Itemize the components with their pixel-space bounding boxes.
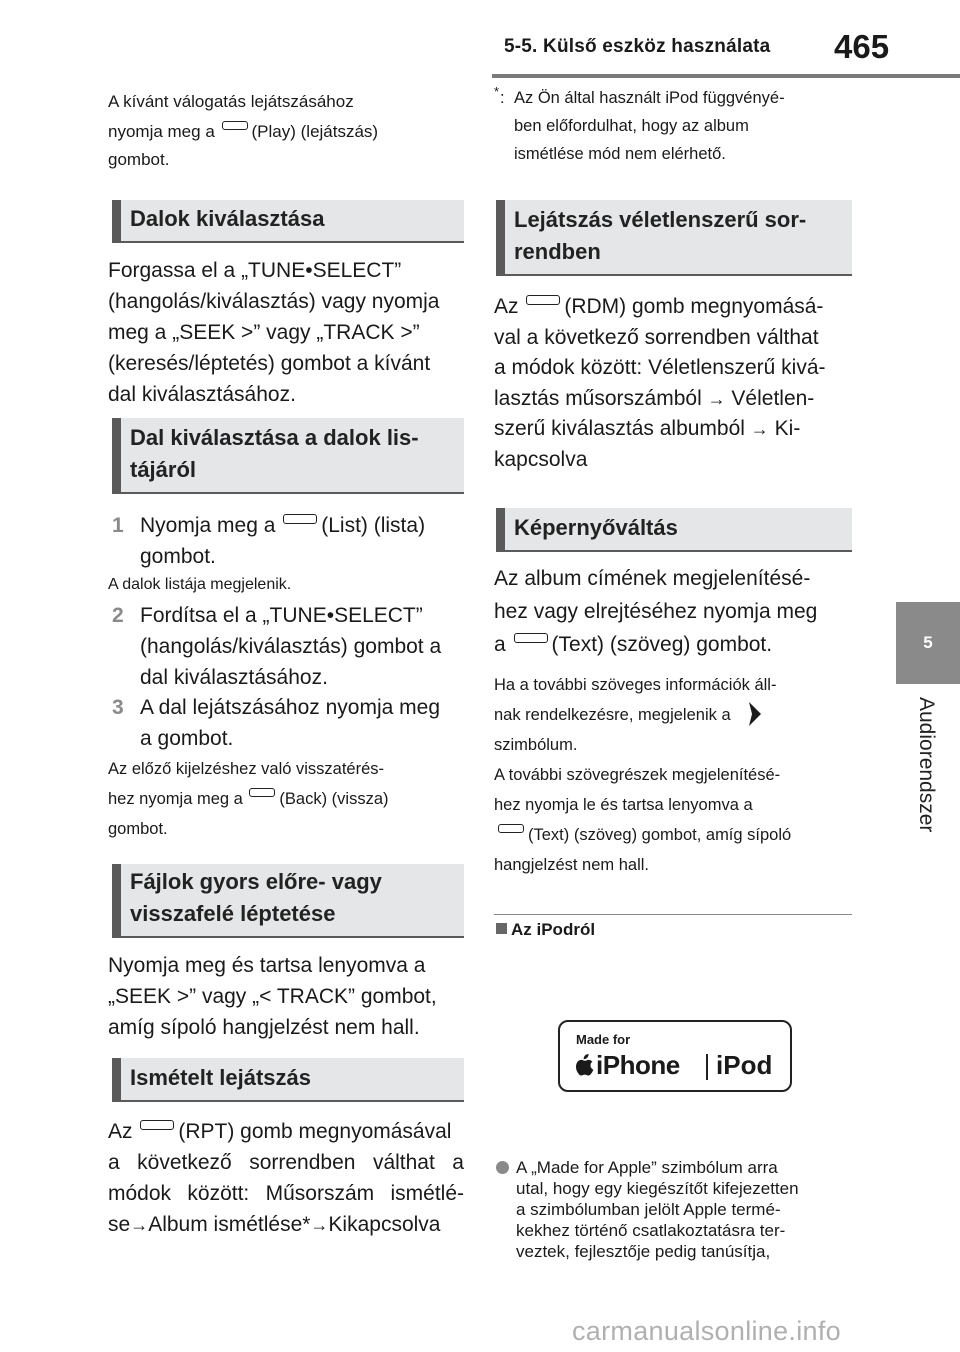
footnote-colon: : <box>500 89 505 107</box>
sec1-line: Forgassa el a „TUNE•SELECT” <box>108 259 402 282</box>
section-title: Dalok kiválasztása <box>130 206 325 231</box>
section-header-title: 5-5. Külső eszköz használata <box>504 36 771 57</box>
sec6-note: (Text) (szöveg) gombot, amíg sípoló <box>494 820 854 850</box>
apple-logo-icon <box>576 1054 594 1076</box>
sec6-line: Az album címének megjelenítésé- <box>494 567 811 590</box>
more-text-arrow-icon <box>747 700 763 728</box>
subsection-rule <box>494 914 852 915</box>
bullet-line: kekhez történő csatlakoztatásra ter- <box>516 1221 786 1240</box>
sec4-line: módok között: Műsorszám ismétlé- <box>108 1182 464 1205</box>
list-button-icon <box>283 514 317 524</box>
round-bullet-icon <box>496 1161 509 1174</box>
section-header-kepernyovaltas <box>496 508 852 552</box>
chapter-tab <box>896 602 960 684</box>
sec5-body <box>494 292 854 475</box>
section-header-dal-listarol <box>112 418 464 494</box>
badge-ipod: iPod <box>716 1050 773 1080</box>
sec3-body: Nyomja meg és tartsa lenyomva a „SEEK >” vagy „< TRACK” gombot, amíg sípoló hangjelzést nem hall. <box>108 954 437 1039</box>
bullet-line: a szimbólumban jelölt Apple termé- <box>516 1200 781 1219</box>
step-number: 1 <box>112 514 124 537</box>
footnote-line: Az Ön által használt iPod függvényé- <box>514 89 785 107</box>
section-title-line2: tájáról <box>130 457 197 482</box>
intro-text-a: nyomja meg a <box>108 122 215 141</box>
sec6-note: hangjelzést nem hall. <box>494 856 650 874</box>
bullet-item <box>496 1157 856 1262</box>
sec5-line: val a következő sorrendben válthat <box>494 325 819 349</box>
section-title-line2: visszafelé léptetése <box>130 901 336 926</box>
sec6-note: szimbólum. <box>494 736 578 754</box>
badge-made-for: Made for <box>576 1032 631 1047</box>
sec6-line: hez vagy elrejtéséhez nyomja meg <box>494 600 818 623</box>
footnote-line: ben előfordulhat, hogy az album <box>514 117 749 135</box>
text-button-icon <box>498 824 524 833</box>
square-bullet-icon <box>496 923 507 934</box>
sec6-notes <box>494 670 854 880</box>
section-title: Képernyőváltás <box>514 515 678 540</box>
back-line: hez nyomja meg a (Back) (vissza) <box>108 790 389 808</box>
rpt-button-icon <box>140 1120 174 1130</box>
sec1-line: (keresés/léptetés) gombot a kívánt <box>108 352 431 375</box>
step-text: A dal lejátszásához nyomja meg a gombot. <box>140 696 440 750</box>
sec5-line: Az (RDM) gomb megnyomásá- <box>494 295 824 318</box>
section-header-veletlen <box>496 200 852 276</box>
section-title-line2: rendben <box>514 239 601 264</box>
section-header-gyors-leptetes <box>112 864 464 938</box>
section-title-line1: Lejátszás véletlenszerű sor- <box>514 207 807 232</box>
section-header-ismetelt <box>112 1058 464 1102</box>
play-button-icon <box>222 121 248 130</box>
back-line: gombot. <box>108 820 168 838</box>
header-rule <box>492 74 960 78</box>
made-for-iphone-ipod-badge <box>558 1020 792 1092</box>
step-line: gombot. <box>140 545 216 568</box>
section-title: Ismételt lejátszás <box>130 1065 311 1090</box>
rdm-button-icon <box>526 295 560 305</box>
intro-text-b: (Play) (lejátszás) <box>251 122 379 141</box>
sec5-line: lasztás műsorszámból → Véletlen- <box>494 386 815 410</box>
page-number: 465 <box>834 28 890 65</box>
section-title-line1: Fájlok gyors előre- vagy <box>130 869 382 894</box>
subsection-heading: Az iPodról <box>496 920 595 940</box>
sec5-line: szerű kiválasztás albumból → Ki- <box>494 417 801 440</box>
intro-line-3: gombot. <box>108 150 170 169</box>
bullet-line: A „Made for Apple” szimbólum arra <box>516 1158 778 1177</box>
chapter-number: 5 <box>923 633 933 652</box>
sec1-line: (hangolás/kiválasztás) vagy nyomja <box>108 290 440 313</box>
sec4-body <box>108 1116 464 1241</box>
sec5-line: a módok között: Véletlenszerű kivá- <box>494 356 826 379</box>
chapter-label: Audiorendszer <box>915 697 938 833</box>
text-button-icon <box>514 633 548 643</box>
sec6-note: A további szövegrészek megjelenítésé- <box>494 766 781 784</box>
back-button-icon <box>249 788 275 797</box>
sec6-note: Ha a további szöveges információk áll- <box>494 676 777 694</box>
sec4-line: se→Album ismétlése*→Kikapcsolva <box>108 1213 441 1236</box>
watermark: carmanualsonline.info <box>572 1316 841 1346</box>
intro-line-2 <box>108 117 378 147</box>
sec1-line: dal kiválasztásához. <box>108 383 296 406</box>
step-text: Fordítsa el a „TUNE•SELECT” (hangolás/kiválasztás) gombot a dal kiválasztásához. <box>140 604 442 689</box>
sec1-line: meg a „SEEK >” vagy „TRACK >” <box>108 321 420 344</box>
sec6-body <box>494 562 854 661</box>
step1-note: A dalok listája megjelenik. <box>108 576 292 593</box>
intro-line-1: A kívánt válogatás lejátszásához <box>108 92 354 111</box>
footnote-line: ismétlése mód nem elérhető. <box>514 145 726 163</box>
sec4-line: Az (RPT) gomb megnyomásával <box>108 1120 452 1143</box>
badge-separator <box>706 1054 708 1080</box>
section-header-dalok <box>112 200 464 243</box>
step-text <box>140 510 470 572</box>
back-note <box>108 754 389 844</box>
footnote <box>494 84 854 168</box>
section-title-line1: Dal kiválasztása a dalok lis- <box>130 425 419 450</box>
sec1-body <box>108 255 468 410</box>
sec6-line: a (Text) (szöveg) gombot. <box>494 633 773 656</box>
sec6-note: hez nyomja le és tartsa lenyomva a <box>494 796 753 814</box>
sec4-line: a következő sorrendben válthat a <box>108 1151 464 1174</box>
step-number: 3 <box>112 696 124 719</box>
bullet-line: utal, hogy egy kiegészítőt kifejezetten <box>516 1179 799 1198</box>
sec5-line: kapcsolva <box>494 447 588 471</box>
bullet-line: veztek, fejlesztője pedig tanúsítja, <box>516 1242 771 1261</box>
badge-iphone: iPhone <box>576 1050 680 1081</box>
step-number: 2 <box>112 604 124 627</box>
footnote-mark: * <box>494 84 500 99</box>
step-line: Nyomja meg a (List) (lista) <box>140 514 426 537</box>
back-line: Az előző kijelzéshez való visszatérés- <box>108 760 385 778</box>
sec6-note: nak rendelkezésre, megjelenik a <box>494 700 854 730</box>
